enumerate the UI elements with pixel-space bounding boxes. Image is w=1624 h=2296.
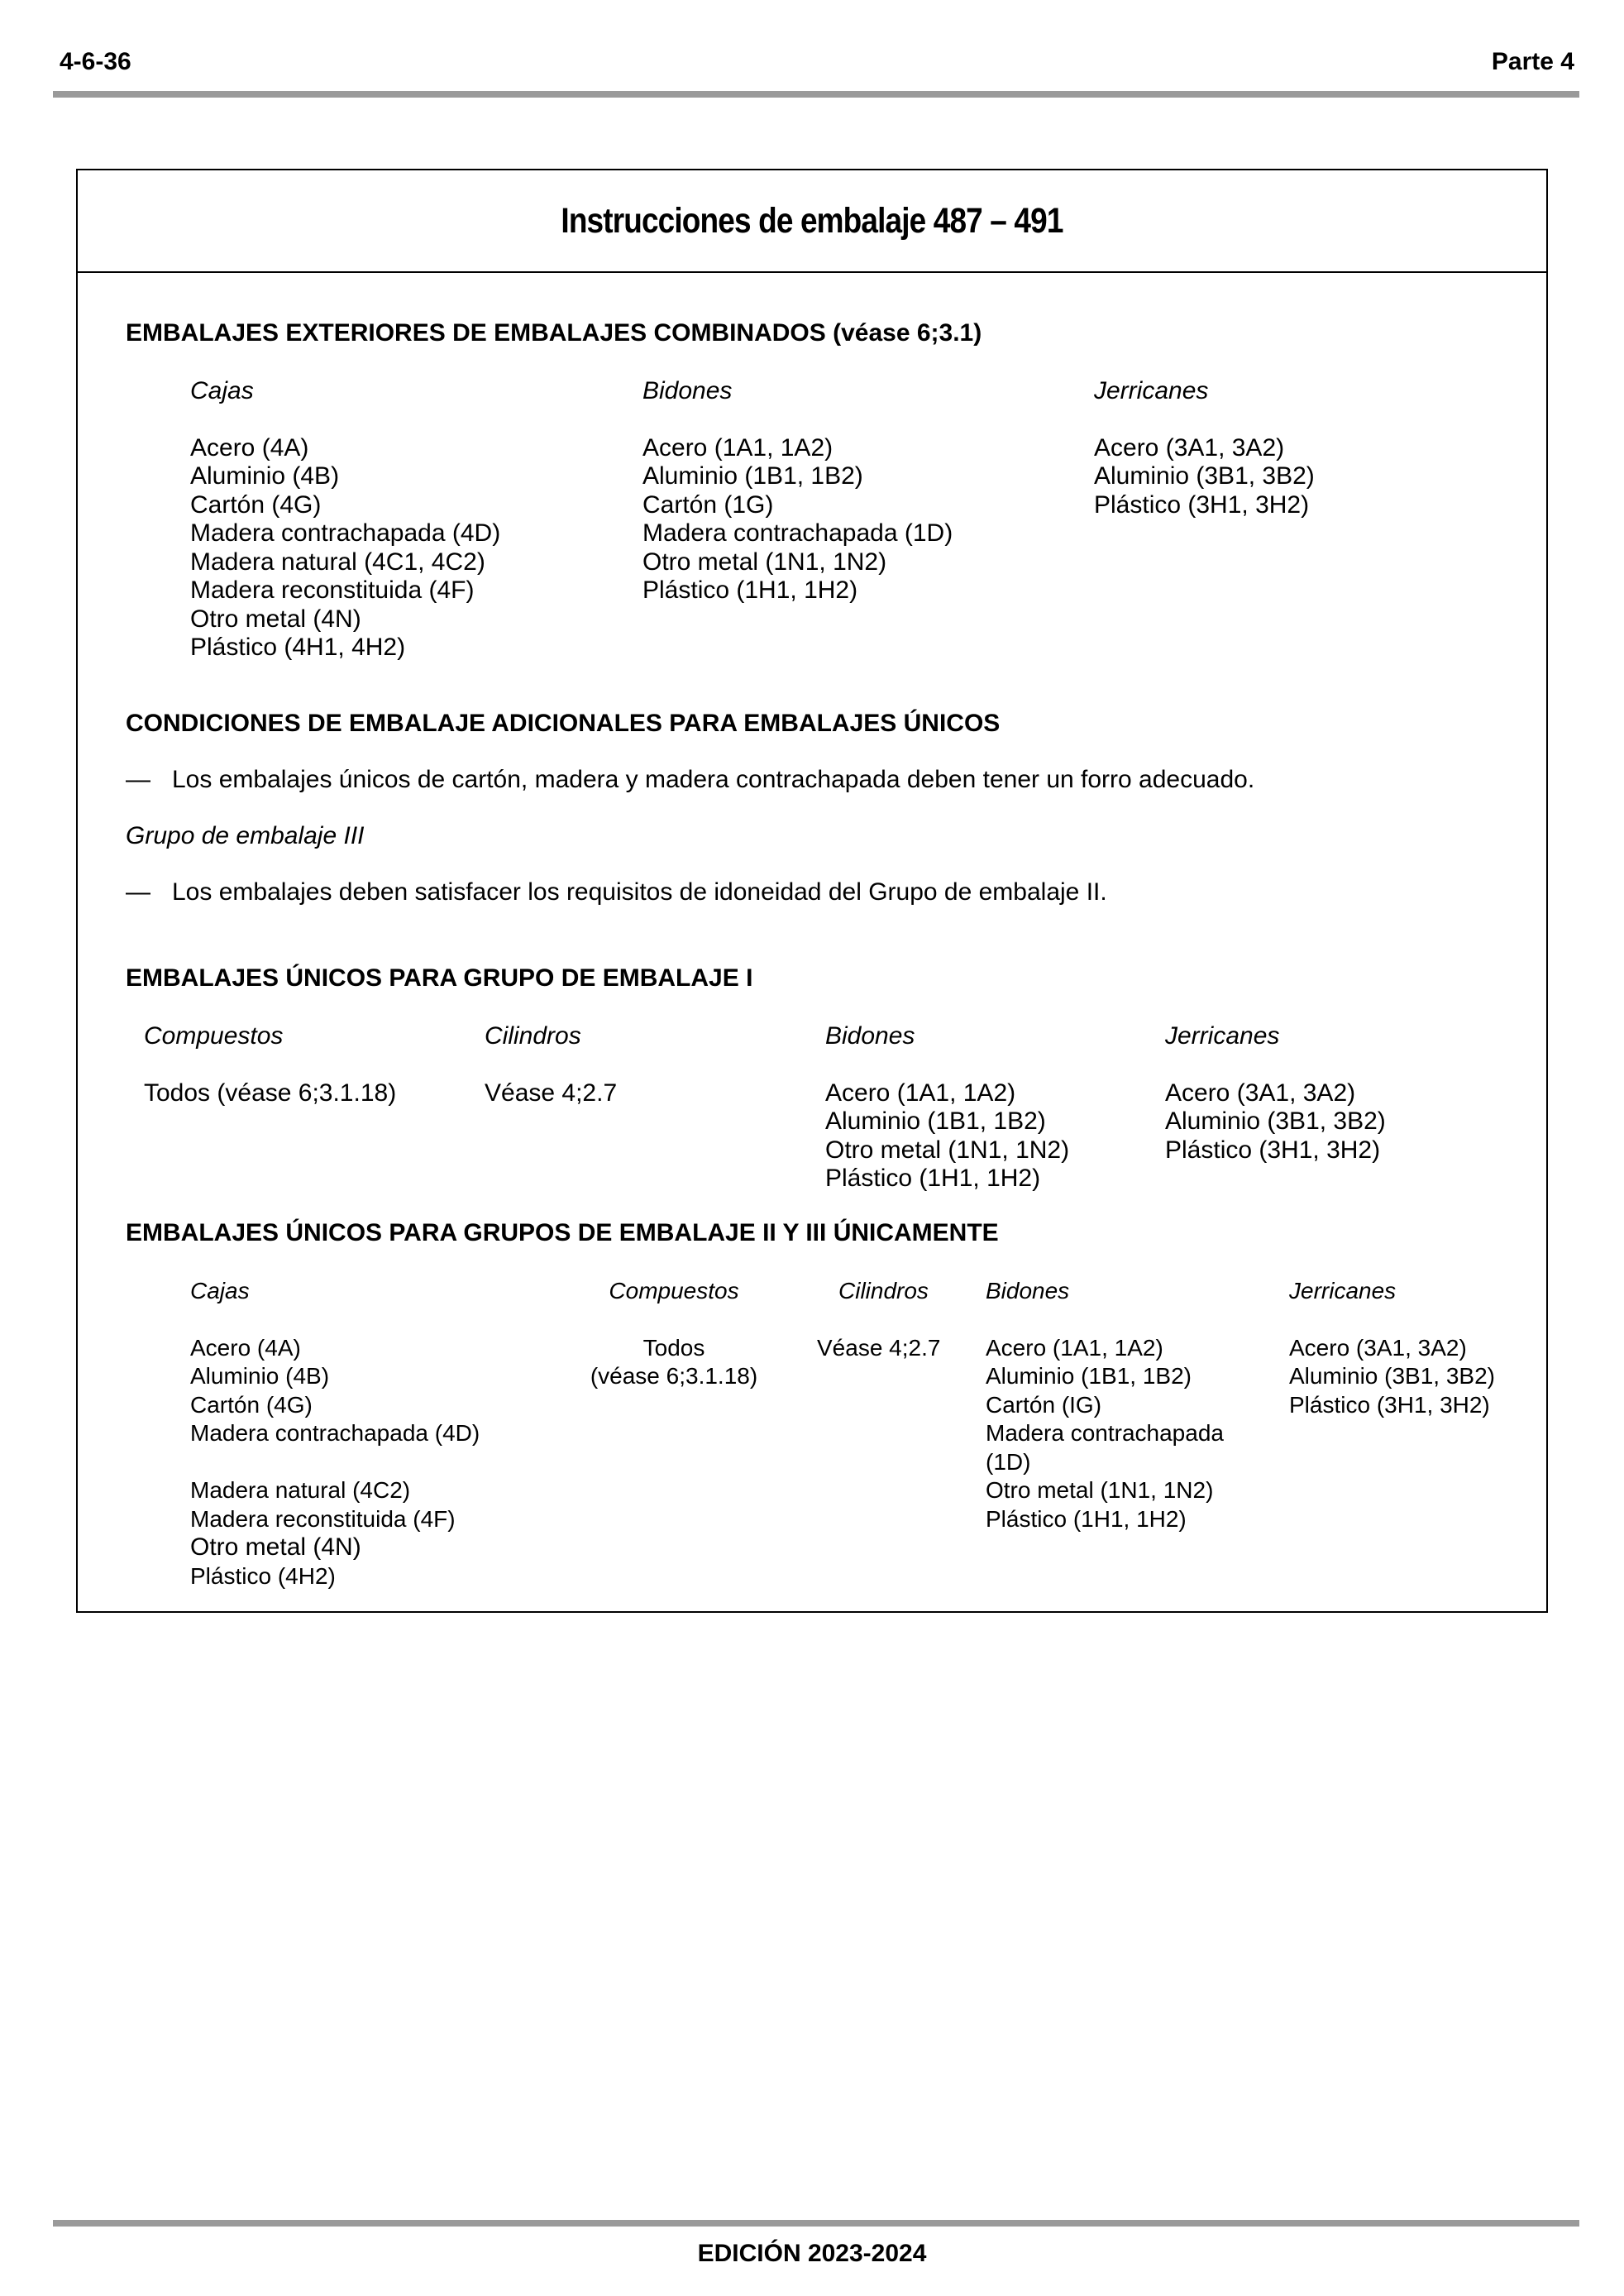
list-item: Plástico (4H2) <box>190 1562 336 1589</box>
list-item: Otro metal (4N) <box>190 605 361 633</box>
list-item: Aluminio (4B) <box>190 462 340 490</box>
list-item: Plástico (3H1, 3H2) <box>1165 1136 1381 1164</box>
column-header: Bidones <box>642 377 733 404</box>
list-item: Madera reconstituida (4F) <box>190 1505 456 1532</box>
footer-rule <box>53 2220 1579 2227</box>
column-header: Compuestos <box>609 1278 739 1303</box>
list-item: Otro metal (1N1, 1N2) <box>642 548 887 576</box>
section4-col-compuestos <box>571 1277 777 1391</box>
list-item: Cartón (4G) <box>190 1391 313 1418</box>
section1-col-bidones <box>642 377 953 605</box>
dash-marker: — <box>126 766 150 793</box>
section3-col-cilindros <box>485 1022 617 1107</box>
list-item: Aluminio (1B1, 1B2) <box>825 1107 1046 1135</box>
list-item: Plástico (1H1, 1H2) <box>642 576 858 604</box>
list-item: Cartón (IG) <box>986 1391 1102 1418</box>
list-item: Otro metal (1N1, 1N2) <box>986 1477 1214 1503</box>
list-item: Plástico (1H1, 1H2) <box>986 1505 1187 1532</box>
column-header: Compuestos <box>144 1022 284 1050</box>
list-item: Madera contrachapada <box>986 1420 1224 1446</box>
section2-subheading: Grupo de embalaje III <box>126 822 365 849</box>
list-item: Acero (4A) <box>190 433 309 462</box>
list-item: Madera contrachapada (4D) <box>190 1420 480 1446</box>
list-item: Aluminio (4B) <box>190 1363 330 1389</box>
list-item: Todos (véase 6;3.1.18) <box>144 1079 397 1107</box>
section3-heading: EMBALAJES ÚNICOS PARA GRUPO DE EMBALAJE I <box>126 964 753 992</box>
list-item: Acero (4A) <box>190 1334 301 1361</box>
column-header: Cajas <box>190 377 254 404</box>
column-header: Bidones <box>986 1278 1070 1303</box>
list-item: Aluminio (1B1, 1B2) <box>986 1363 1192 1389</box>
list-item: (1D) <box>986 1448 1031 1475</box>
list-item: Otro metal (4N) <box>190 1533 361 1561</box>
list-item: Aluminio (3B1, 3B2) <box>1289 1363 1496 1389</box>
page-number: 4-6-36 <box>60 48 131 75</box>
column-header: Cajas <box>190 1278 250 1303</box>
list-item: Plástico (1H1, 1H2) <box>825 1165 1041 1192</box>
column-header: Bidones <box>825 1022 915 1050</box>
section3-col-compuestos <box>144 1022 396 1107</box>
header-rule <box>53 91 1579 98</box>
section1-heading: EMBALAJES EXTERIORES DE EMBALAJES COMBINADOS (véase 6;3.1) <box>126 319 982 347</box>
list-item: Aluminio (1B1, 1B2) <box>642 462 863 490</box>
section4-col-jerricanes <box>1289 1277 1495 1419</box>
list-item: Acero (1A1, 1A2) <box>986 1334 1163 1361</box>
bullet-text: Los embalajes deben satisfacer los requisitos de idoneidad del Grupo de embalaje II. <box>172 878 1107 906</box>
list-item: (véase 6;3.1.18) <box>590 1363 758 1389</box>
section4-heading: EMBALAJES ÚNICOS PARA GRUPOS DE EMBALAJE II Y III ÚNICAMENTE <box>126 1219 999 1246</box>
column-header: Cilindros <box>485 1022 581 1050</box>
list-item: Todos <box>642 1334 705 1361</box>
section2-bullet-1 <box>126 766 1254 794</box>
list-item: Acero (3A1, 3A2) <box>1289 1334 1467 1361</box>
list-item: Cartón (4G) <box>190 490 322 519</box>
list-item: Madera natural (4C1, 4C2) <box>190 548 485 576</box>
section4-col-cajas <box>190 1277 480 1590</box>
list-item: Acero (1A1, 1A2) <box>642 433 833 462</box>
section3-col-bidones <box>825 1022 1069 1193</box>
list-item: Otro metal (1N1, 1N2) <box>825 1136 1070 1164</box>
column-header: Jerricanes <box>1289 1278 1397 1303</box>
section3-col-jerricanes <box>1165 1022 1386 1165</box>
dash-marker: — <box>126 878 150 906</box>
list-item: Aluminio (3B1, 3B2) <box>1165 1107 1386 1135</box>
section4-col-bidones <box>986 1277 1224 1533</box>
column-header: Cilindros <box>838 1278 929 1303</box>
list-item: Madera natural (4C2) <box>190 1477 411 1503</box>
bullet-text: Los embalajes únicos de cartón, madera y madera contrachapada deben tener un forro adecuado. <box>172 766 1255 793</box>
section2-bullet-2 <box>126 878 1107 906</box>
section4-col-cilindros <box>817 1277 940 1362</box>
list-item: Plástico (3H1, 3H2) <box>1094 490 1310 519</box>
box-title-text: Instrucciones de embalaje 487 – 491 <box>561 200 1063 241</box>
list-item: Cartón (1G) <box>642 490 774 519</box>
box-title <box>78 170 1546 273</box>
part-label: Parte 4 <box>1491 48 1574 75</box>
list-item: Véase 4;2.7 <box>817 1334 941 1361</box>
list-item: Plástico (4H1, 4H2) <box>190 634 406 661</box>
list-item-blank <box>190 1448 480 1477</box>
list-item: Madera contrachapada (1D) <box>642 519 953 547</box>
list-item: Acero (3A1, 3A2) <box>1165 1079 1356 1107</box>
list-item: Acero (1A1, 1A2) <box>825 1079 1016 1107</box>
section2-heading: CONDICIONES DE EMBALAJE ADICIONALES PARA EMBALAJES ÚNICOS <box>126 710 1001 737</box>
list-item: Véase 4;2.7 <box>485 1079 618 1107</box>
list-item: Aluminio (3B1, 3B2) <box>1094 462 1315 490</box>
list-item: Plástico (3H1, 3H2) <box>1289 1391 1490 1418</box>
section1-col-cajas <box>190 377 500 662</box>
column-header: Jerricanes <box>1094 377 1209 404</box>
section1-col-jerricanes <box>1094 377 1315 519</box>
list-item: Acero (3A1, 3A2) <box>1094 433 1285 462</box>
column-header: Jerricanes <box>1165 1022 1280 1050</box>
list-item: Madera reconstituida (4F) <box>190 576 475 604</box>
list-item: Madera contrachapada (4D) <box>190 519 501 547</box>
edition-label: EDICIÓN 2023-2024 <box>697 2240 927 2267</box>
